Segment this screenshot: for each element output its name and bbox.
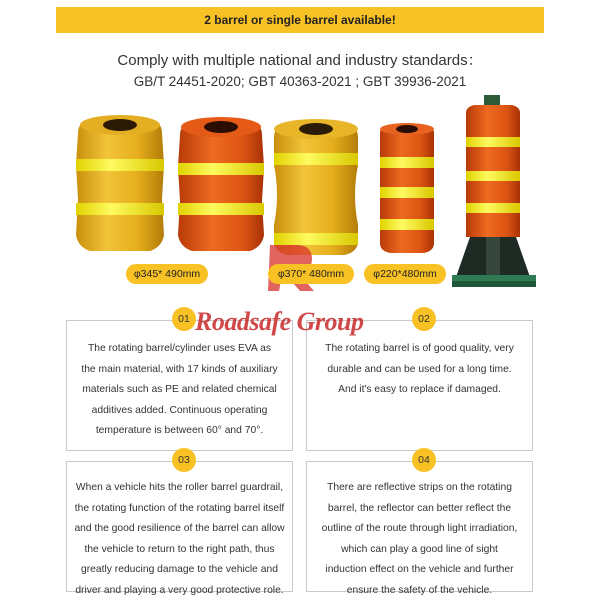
watermark-text: Roadsafe Group [195,307,364,336]
size-tag-370: φ370* 480mm [268,264,354,284]
feature-card-03 [66,461,293,596]
feature-text-01: The rotating barrel/cylinder uses EVA as the main material, with 17 kinds of auxiliary materials such as PE and related chemical additives added. Continuous operating temperature is between 60° and 70°. [81,343,278,436]
size-tag-220: φ220*480mm [364,264,446,284]
standards-heading: Comply with multiple national and industry standards： [117,52,483,69]
barrel-yellow-370 [274,119,358,255]
feature-text-04: There are reflective strips on the rotating barrel, the reflector can better reflect the outline of the route through light irradiation, which can play a good line of sight induction effect on the vehicle and further ensure the safety of the vehicle. [321,482,518,596]
barrel-orange [178,117,264,251]
feature-card-02 [306,320,533,451]
feature-card-01 [66,320,293,451]
feature-number-02: 02 [412,307,436,331]
size-tag-345: φ345* 490mm [126,264,208,284]
feature-card-04 [306,461,533,596]
barrel-yellow-345 [76,115,164,251]
feature-number-03: 03 [172,448,196,472]
barrel-orange-220 [380,123,434,253]
feature-number-04: 04 [412,448,436,472]
feature-number-01: 01 [172,307,196,331]
feature-text-02: The rotating barrel is of good quality, very durable and can be used for a long time. And it's easy to replace if damaged. [325,343,514,395]
barrel-column-mounted [452,95,536,287]
feature-text-03: When a vehicle hits the roller barrel guardrail, the rotating function of the rotating barrel itself and the good resilience of the barrel can allow the vehicle to return to the right path, thus greatly reducing damage to the vehicle and driver and playing a very good protective role. [74,482,285,596]
header-banner [56,7,544,33]
standards-list: GB/T 24451-2020; GBT 40363-2021 ; GBT 39936-2021 [133,74,467,89]
banner-title: 2 barrel or single barrel available! [204,13,396,27]
